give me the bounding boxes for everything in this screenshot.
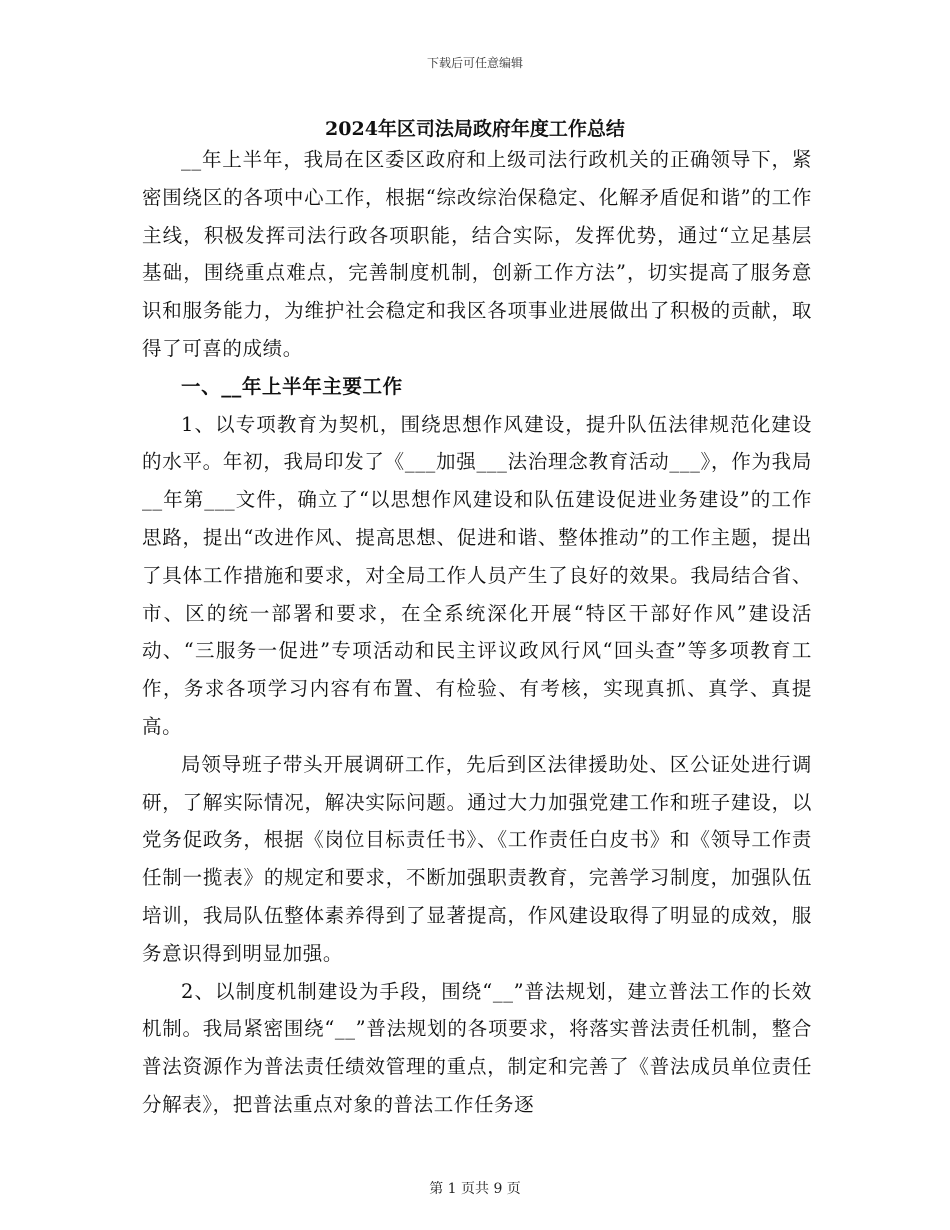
section-heading: 一、__年上半年主要工作: [181, 374, 403, 398]
body-paragraph: 2、以制度机制建设为手段，围绕“__”普法规划，建立普法工作的长效机制。我局紧密围绕“__”普法规划的各项要求，将落实普法责任机制，整合普法资源作为普法责任绩效管理的重点，制定和完善了《普法成员单位责任分解表》，把普法重点对象的普法工作任务逐: [142, 979, 812, 1116]
document-title: 2024年区司法局政府年度工作总结: [325, 118, 625, 140]
intro-paragraph: __年上半年，我局在区委区政府和上级司法行政机关的正确领导下，紧密围绕区的各项中心工作，根据“综改综治保稳定、化解矛盾促和谐”的工作主线，积极发挥司法行政各项职能，结合实际，发挥优势，通过“立足基层基础，围绕重点难点，完善制度机制，创新工作方法”，切实提高了服务意识和服务能力，为维护社会稳定和我区各项事业进展做出了积极的贡献，取得了可喜的成绩。: [142, 148, 812, 360]
page-header-note: 下载后可任意编辑: [426, 56, 523, 70]
page-number: 第 1 页共 9 页: [429, 1181, 521, 1197]
body-paragraph: 局领导班子带头开展调研工作，先后到区法律援助处、区公证处进行调研，了解实际情况，解决实际问题。通过大力加强党建工作和班子建设，以党务促政务，根据《岗位目标责任书》、《工作责任白皮书》和《领导工作责任制一揽表》的规定和要求，不断加强职责教育，完善学习制度，加强队伍培训，我局队伍整体素养得到了显著提高，作风建设取得了明显的成效，服务意识得到明显加强。: [142, 752, 812, 965]
document-body: [142, 141, 812, 1124]
body-paragraph: 1、以专项教育为契机，围绕思想作风建设，提升队伍法律规范化建设的水平。年初，我局印发了《___加强___法治理念教育活动___》，作为我局__年第___文件，确立了“以思想作风建设和队伍建设促进业务建设”的工作思路，提出“改进作风、提高思想、促进和谐、整体推动”的工作主题，提出了具体工作措施和要求，对全局工作人员产生了良好的效果。我局结合省、市、区的统一部署和要求，在全系统深化开展“特区干部好作风”建设活动、“三服务一促进”专项活动和民主评议政风行风“回头查”等多项教育工作，务求各项学习内容有布置、有检验、有考核，实现真抓、真学、真提高。: [142, 412, 812, 738]
